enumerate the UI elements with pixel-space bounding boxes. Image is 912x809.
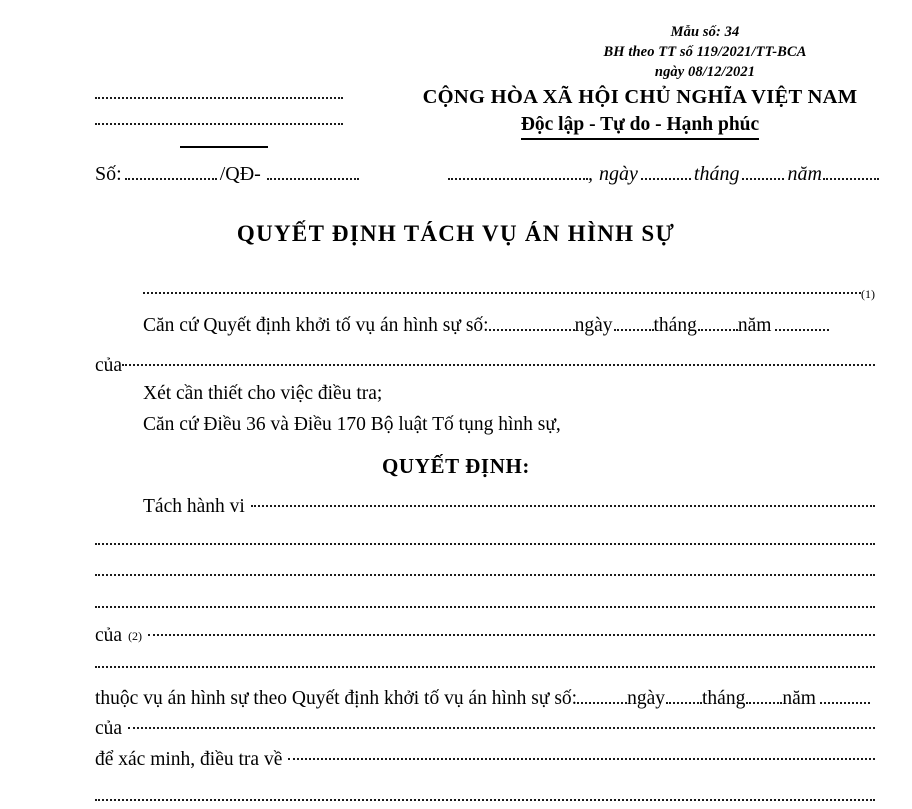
basis-month-blank[interactable]: [698, 329, 738, 331]
act-owner-row: [95, 625, 875, 647]
belongs-month-label: tháng: [702, 688, 746, 709]
act-owner-blank[interactable]: [148, 634, 875, 636]
legal-basis-row: Căn cứ Điều 36 và Điều 170 Bộ luật Tố tụng hình sự,: [143, 414, 561, 435]
basis-year-label: năm: [737, 315, 772, 336]
belongs-year-blank[interactable]: [820, 702, 870, 704]
page-title: QUYẾT ĐỊNH TÁCH VỤ ÁN HÌNH SỰ: [236, 221, 676, 246]
form-code-line-3: ngày 08/12/2021: [654, 64, 756, 80]
act-owner-blank-line-2[interactable]: [95, 666, 875, 668]
basis-issuer-row: [95, 355, 875, 377]
agency-issuing-row: [143, 288, 875, 303]
document-number-row: [95, 163, 359, 186]
basis-issuer-label: của: [95, 355, 123, 376]
basis-day-label: ngày: [574, 315, 613, 336]
purpose-blank[interactable]: [288, 758, 875, 760]
form-code-block: [540, 22, 870, 82]
basis-decision-number-blank[interactable]: [489, 329, 575, 331]
belongs-month-blank[interactable]: [746, 702, 782, 704]
purpose-blank-line-2[interactable]: [95, 799, 875, 801]
decide-heading: QUYẾT ĐỊNH:: [382, 454, 530, 478]
purpose-label: để xác minh, điều tra về: [95, 749, 283, 770]
agency-line-1-blank[interactable]: [95, 97, 343, 99]
agency-issuing-blank[interactable]: [143, 292, 861, 294]
national-heading: [390, 86, 890, 140]
date-month-label: tháng: [693, 163, 740, 185]
basis-day-blank[interactable]: [614, 329, 654, 331]
separate-act-blank-line-3[interactable]: [95, 574, 875, 576]
form-code-line-2: BH theo TT số 119/2021/TT-BCA: [603, 44, 807, 60]
purpose-row: [95, 749, 875, 771]
date-day-label: ngày: [599, 163, 638, 185]
footnote-marker-2: (2): [128, 629, 143, 643]
separate-act-blank-line-2[interactable]: [95, 543, 875, 545]
document-number-separator: /QĐ-: [219, 163, 261, 185]
place-date-comma: ,: [588, 163, 593, 185]
separate-act-row: [143, 496, 875, 518]
agency-underline-rule: [180, 146, 268, 148]
basis-issuer-blank[interactable]: [122, 364, 875, 366]
separate-act-blank[interactable]: [251, 505, 875, 507]
basis-decision-label: Căn cứ Quyết định khởi tố vụ án hình sự số:: [143, 315, 489, 336]
belongs-year-label: năm: [782, 688, 816, 709]
document-number-suffix-blank[interactable]: [267, 178, 359, 180]
date-month-blank[interactable]: [742, 178, 784, 180]
belongs-issuer-blank[interactable]: [128, 727, 875, 729]
document-number-blank[interactable]: [125, 178, 217, 180]
belongs-issuer-label: của: [95, 718, 123, 739]
belongs-to-case-row: [95, 688, 875, 710]
basis-year-blank[interactable]: [775, 329, 829, 331]
agency-line-2-blank[interactable]: [95, 123, 343, 125]
belongs-case-number-blank[interactable]: [577, 702, 627, 704]
belongs-day-blank[interactable]: [666, 702, 702, 704]
place-blank[interactable]: [448, 178, 588, 180]
form-code-line-1: Mẫu số: 34: [670, 24, 740, 40]
place-date-row: [448, 163, 879, 186]
separate-act-blank-line-4[interactable]: [95, 606, 875, 608]
necessity-row: Xét cần thiết cho việc điều tra;: [143, 383, 383, 404]
belongs-issuer-row: [95, 718, 875, 740]
belongs-day-label: ngày: [627, 688, 665, 709]
footnote-marker-1: (1): [861, 287, 875, 301]
date-day-blank[interactable]: [641, 178, 691, 180]
document-number-label: Số:: [95, 163, 122, 185]
country-name: CỘNG HÒA XÃ HỘI CHỦ NGHĨA VIỆT NAM: [422, 86, 858, 108]
act-owner-label: của: [95, 625, 123, 646]
basis-month-label: tháng: [653, 315, 697, 336]
belongs-to-case-label: thuộc vụ án hình sự theo Quyết định khởi tố vụ án hình sự số:: [95, 688, 578, 709]
national-motto: Độc lập - Tự do - Hạnh phúc: [521, 114, 759, 140]
date-year-blank[interactable]: [823, 178, 879, 180]
basis-decision-row: [143, 315, 875, 337]
separate-act-label: Tách hành vi: [143, 496, 245, 517]
date-year-label: năm: [787, 163, 822, 185]
